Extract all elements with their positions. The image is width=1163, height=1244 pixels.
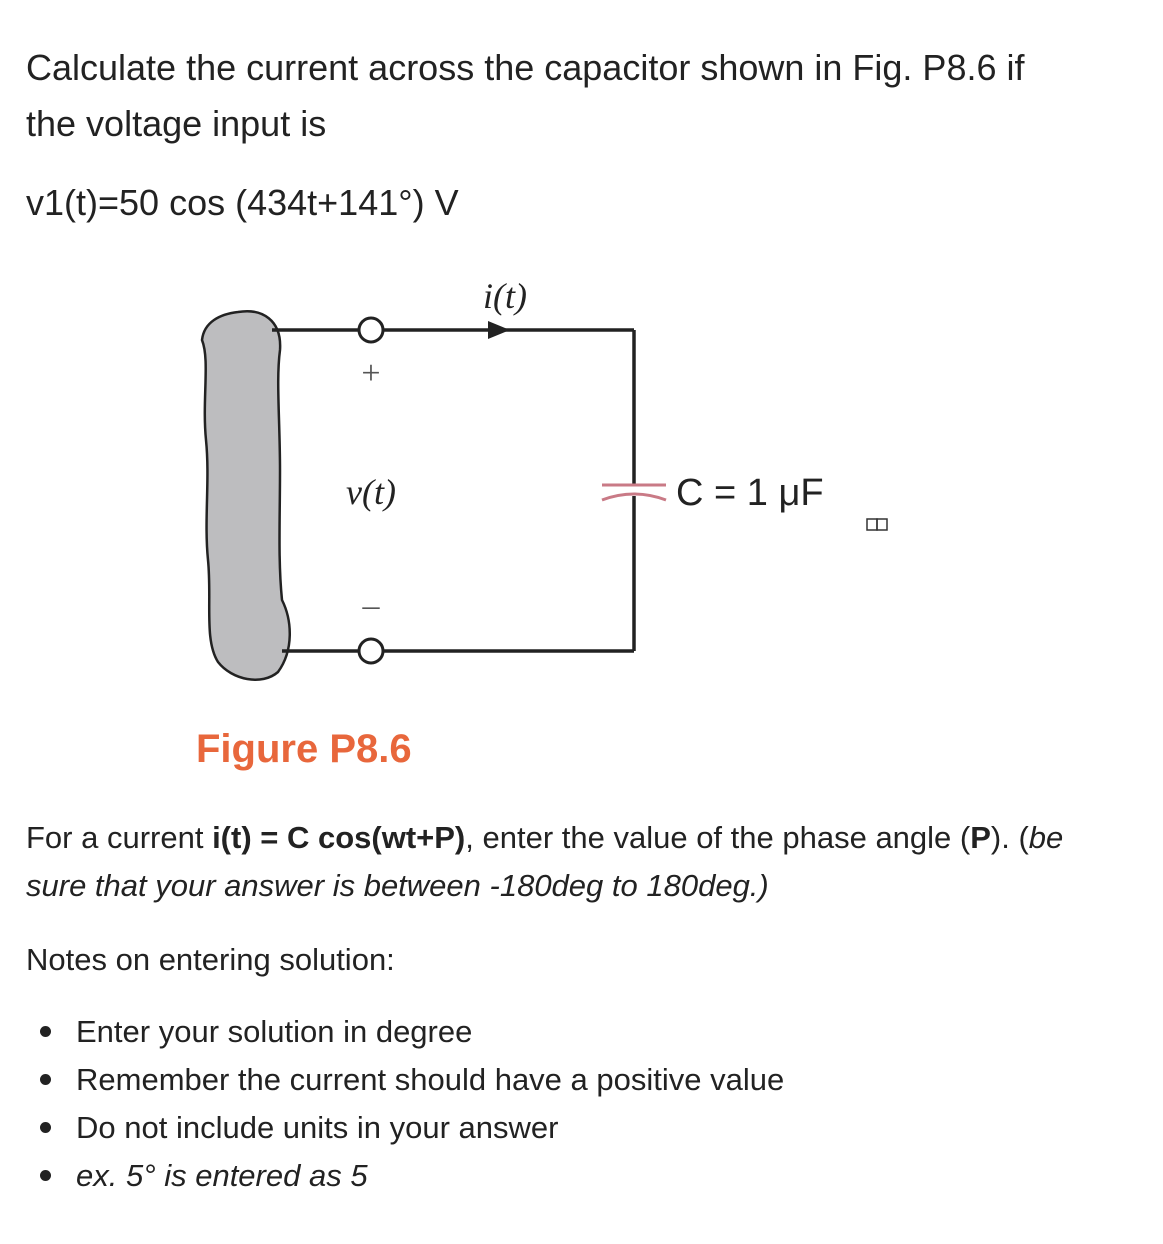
voltage-source-blob	[202, 311, 290, 679]
bottom-terminal	[359, 639, 383, 663]
notes-heading: Notes on entering solution:	[26, 942, 395, 977]
list-item: Do not include units in your answer	[26, 1104, 784, 1152]
instruction-text	[26, 814, 1126, 910]
instruction-lead: For a current	[26, 820, 213, 855]
current-arrow	[488, 321, 510, 339]
top-terminal	[359, 318, 383, 342]
plus-sign: +	[361, 355, 381, 392]
question-text	[26, 40, 1126, 152]
range-note: be sure that your answer is between -180deg to 180deg.)	[26, 820, 1064, 903]
placeholder-glyph-icon	[867, 519, 887, 530]
capacitor-label: C = 1 μF	[676, 472, 824, 514]
notes-list	[26, 1008, 784, 1200]
instruction-mid: , enter the value of the phase angle (	[465, 820, 971, 855]
list-item: Remember the current should have a positive value	[26, 1056, 784, 1104]
list-item: Enter your solution in degree	[26, 1008, 784, 1056]
circuit-wires	[272, 330, 634, 651]
voltage-equation: v1(t)=50 cos (434t+141°) V	[26, 182, 459, 223]
current-label: i(t)	[483, 276, 527, 316]
instruction-tail: ). (	[990, 820, 1029, 855]
phase-symbol: P	[970, 820, 991, 855]
voltage-label: v(t)	[346, 472, 396, 512]
question-line-2: the voltage input is	[26, 103, 327, 144]
minus-sign: –	[362, 587, 380, 624]
circuit-figure	[0, 260, 1163, 800]
current-formula: i(t) = C cos(wt+P)	[212, 820, 466, 855]
figure-caption: Figure P8.6	[196, 727, 412, 771]
list-item: ex. 5° is entered as 5	[26, 1152, 784, 1200]
question-line-1: Calculate the current across the capacitor shown in Fig. P8.6 if	[26, 47, 1025, 88]
